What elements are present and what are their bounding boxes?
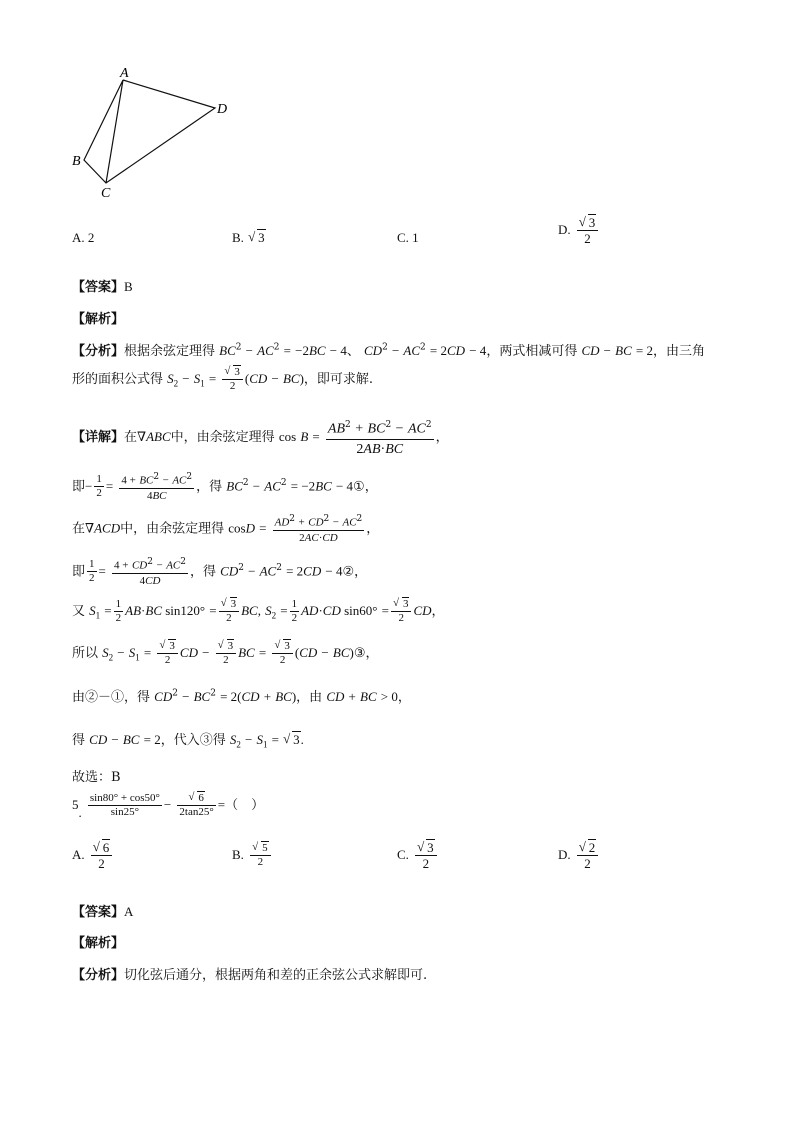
- q4-analysis-heading: 【解析】: [72, 312, 125, 327]
- q5-analysis-heading: 【解析】: [72, 936, 125, 951]
- figure-outline: [84, 80, 215, 183]
- q4-xiangjie-line7: 由②－①，得 $CD^2 - BC^2 = 2(CD + BC)$，由 CD + BC > 0，: [72, 688, 411, 705]
- q4-xiangjie-line2: 即− $\frac{1}{2}$ = $\frac{4 + BC^2 - AC^2}{4BC}$ ，得 $BC^2 - AC^2 = -2BC$ − 4①，: [72, 472, 378, 502]
- q4-xiangjie-line1: 【详解】在∇ABC中，由余弦定理得 cos B = $\frac{AB^2 + BC^2 - AC^2}{2AB\cdot BC}$ ，: [72, 416, 449, 459]
- q4-final-choice: 故选：B: [72, 770, 121, 785]
- q5-option-c: C. √ $\frac{3}{2}$: [397, 840, 439, 871]
- figure-label-b: B: [72, 154, 81, 169]
- q4-xiangjie-line3: 在∇ACD中，由余弦定理得 cosD = $\frac{AD^2 + CD^2 - AC^2}{2AC\cdot CD}$ ，: [72, 514, 380, 544]
- q4-xiangjie-line8: 得 CD − BC = 2，代入③得 $S_2 - S_1$ = √ 3.: [72, 729, 304, 750]
- q5-fenxi: 【分析】切化弦后通分，根据两角和差的正余弦公式求解即可.: [72, 968, 428, 983]
- q5-stem: 5. $\frac{\sin 80^\circ + \cos 50^\circ}{\sin 25^\circ}$ − √ $\frac{6}{2\tan 25^\circ}$ =（ ）: [72, 792, 264, 819]
- q4-xiangjie-line6: 所以 $S_2 - S_1$ = √ $\frac{3}{2}$ CD − √ $\frac{3}{2}$ BC = √ $\frac{3}{2}$ (CD − BC)③，: [72, 640, 379, 667]
- quadrilateral-figure: [60, 60, 260, 205]
- q4-xiangjie-line4: 即 $\frac{1}{2}$ = $\frac{4 + CD^2 - AC^2}{4CD}$ ，得 $CD^2 - AC^2 = 2CD$ − 4②，: [72, 557, 368, 587]
- q4-fenxi-line2: 形的面积公式得 $S_2 - S_1$ = √ $\frac{3}{2}$ (CD − BC)，即可求解.: [72, 366, 373, 393]
- figure-label-a: A: [120, 66, 129, 81]
- q5-option-b: B. √ $\frac{5}{2}$: [232, 842, 273, 869]
- figure-label-d: D: [217, 102, 228, 117]
- q4-answer: 【答案】B: [72, 279, 133, 295]
- q4-option-a: A. 2: [72, 230, 95, 245]
- figure-label-c: C: [101, 186, 111, 201]
- q4-option-b: B. √ 3: [232, 230, 266, 246]
- q4-xiangjie-line5: 又 $S_1$ = $\frac{1}{2}$ AB·BC sin120° = √ $\frac{3}{2}$ BC, $S_2$ = $\frac{1}{2}$ AD·CD sin60° = √ $\frac{3}{2}$ CD，: [72, 598, 445, 625]
- q4-option-d: D. √ $\frac{3}{2}$: [558, 215, 600, 246]
- q5-answer: 【答案】A: [72, 904, 134, 920]
- q4-fenxi-line1: 【分析】根据余弦定理得 $BC^2 - AC^2 = -2BC - 4$、 $CD^2 - AC^2 = 2CD - 4$，两式相减可得 CD − BC = 2，由三角: [72, 342, 706, 359]
- q4-option-c: C. 1: [397, 230, 419, 245]
- q5-option-d: D. √ $\frac{2}{2}$: [558, 840, 600, 871]
- q5-option-a: A. √ $\frac{6}{2}$: [72, 840, 114, 871]
